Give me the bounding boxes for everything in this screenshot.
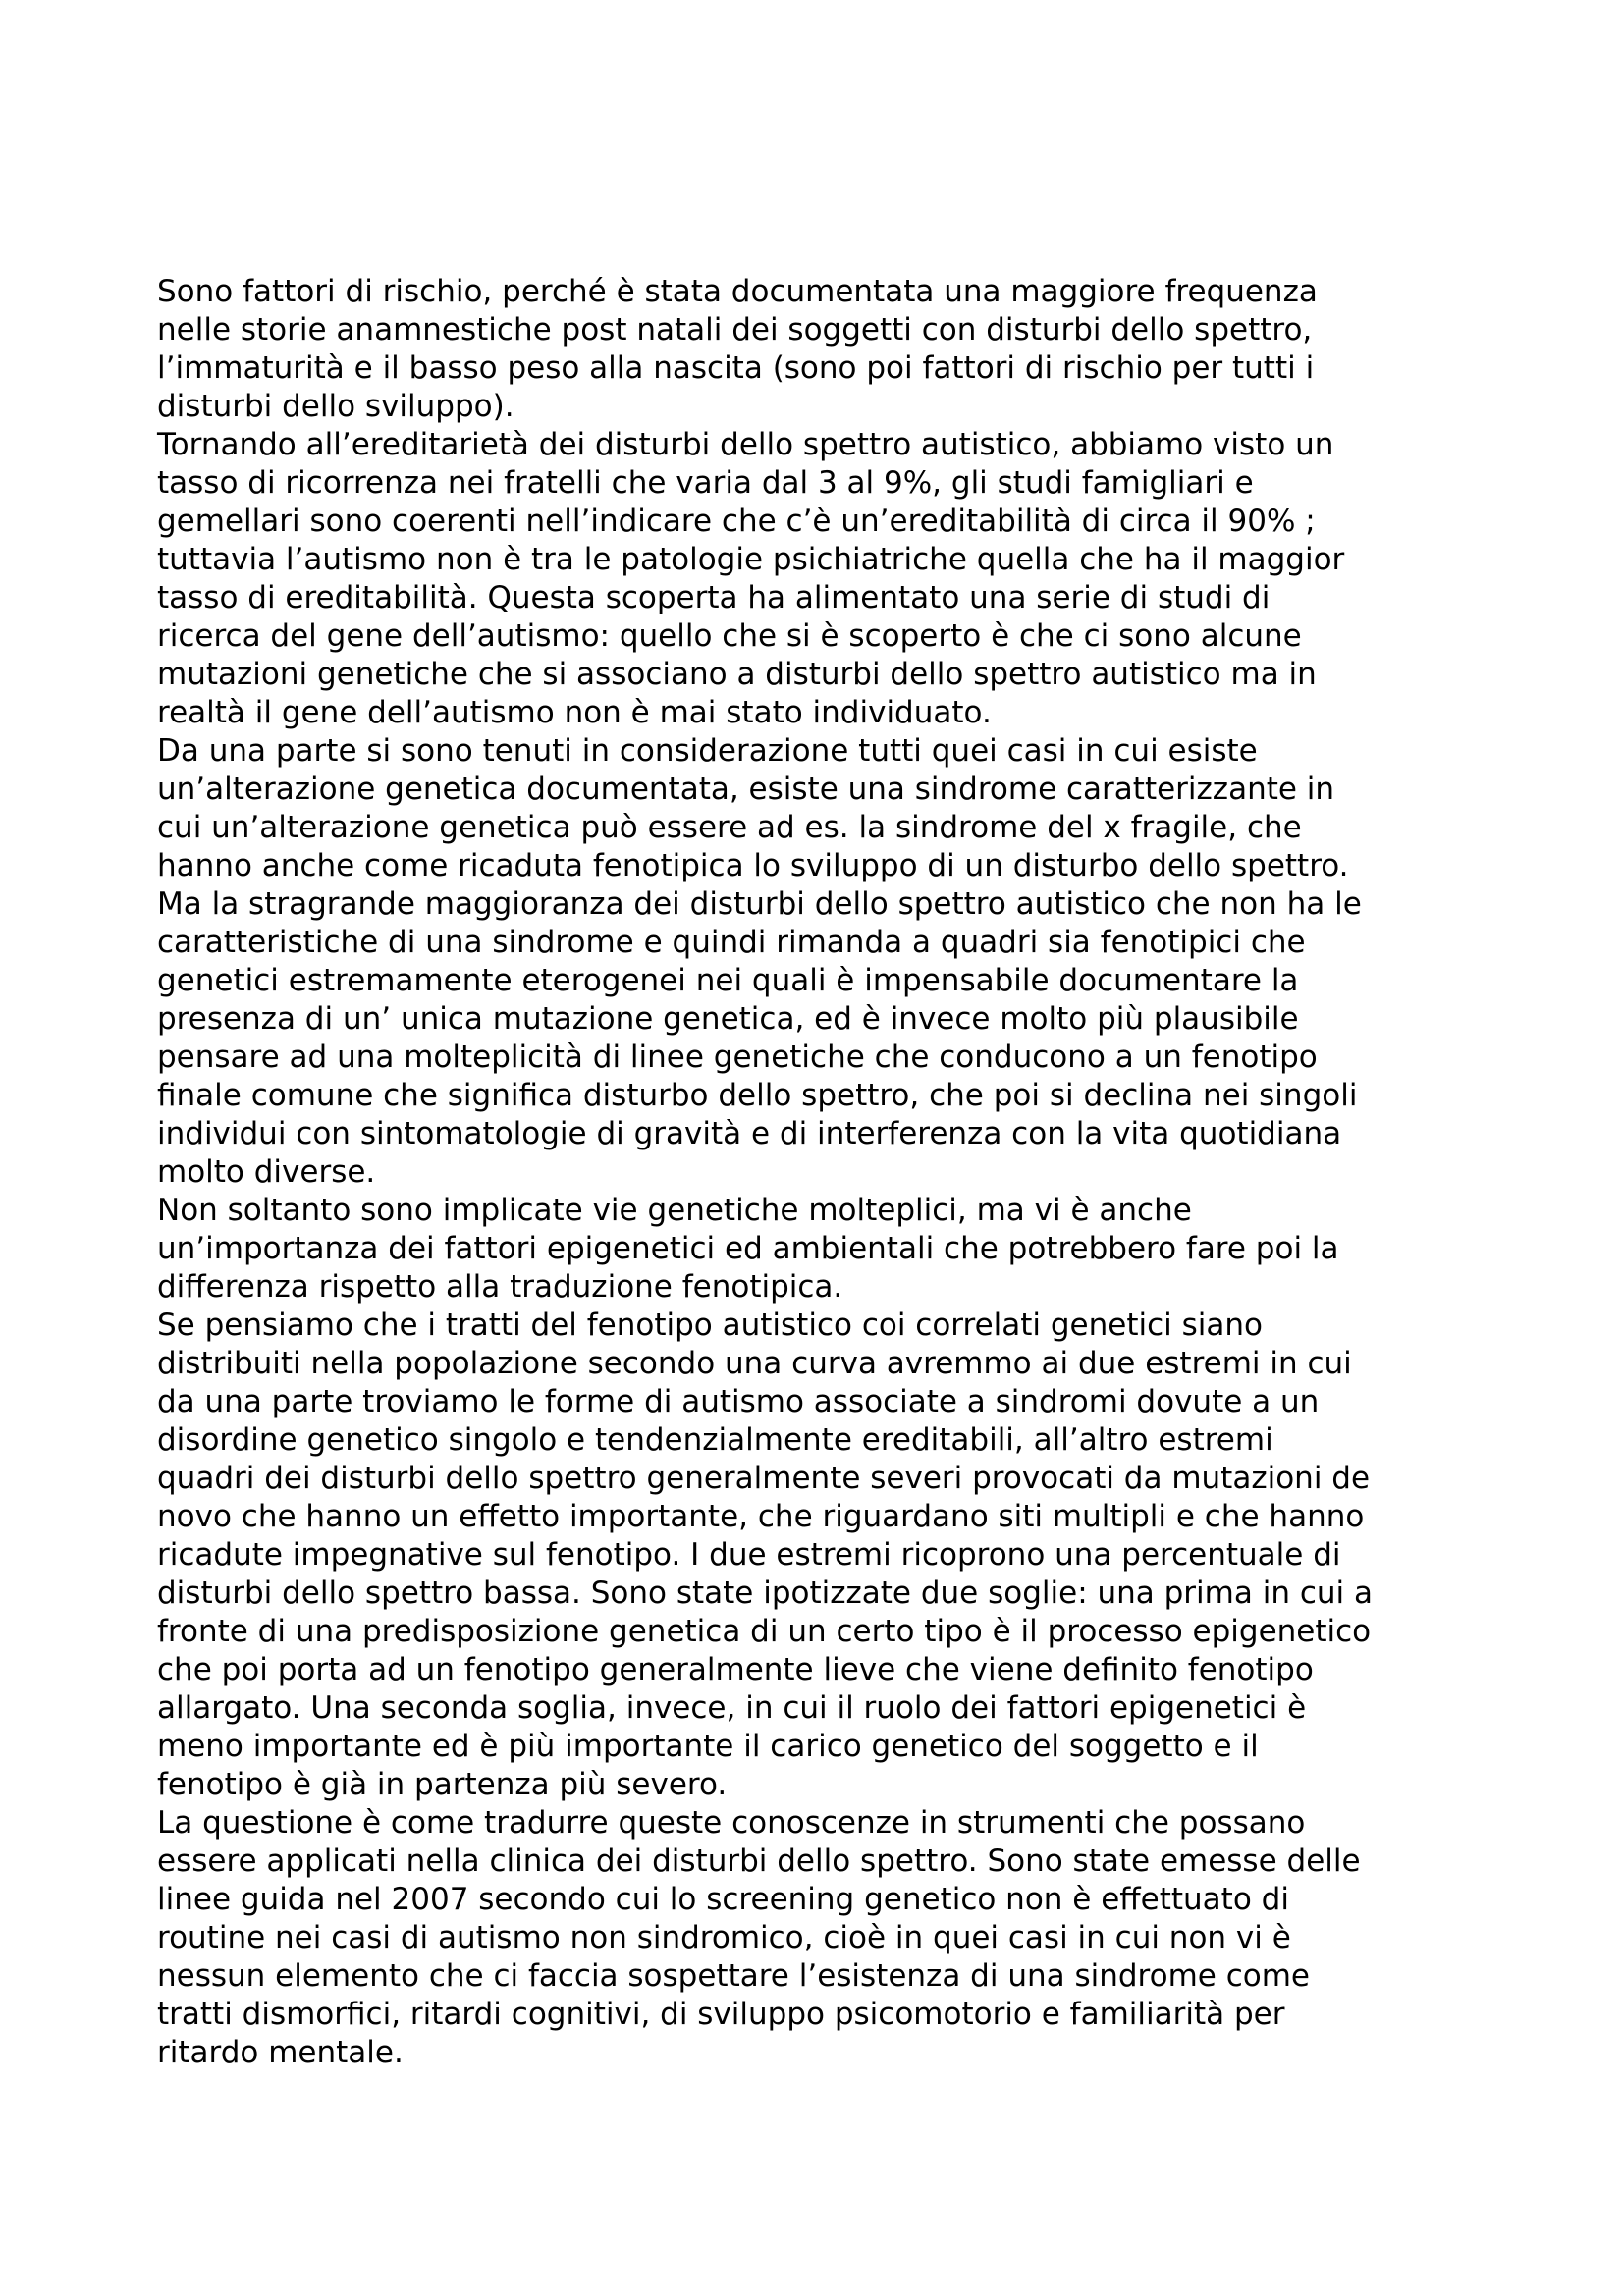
text-line: finale comune che significa disturbo dello spettro, che poi si declina nei singoli <box>157 1078 1358 1113</box>
text-line: meno importante ed è più importante il carico genetico del soggetto e il <box>157 1729 1259 1764</box>
text-line: disordine genetico singolo e tendenzialmente ereditabili, all’altro estremi <box>157 1422 1273 1458</box>
text-line: Non soltanto sono implicate vie genetiche molteplici, ma vi è anche <box>157 1193 1192 1228</box>
text-line: Ma la stragrande maggioranza dei disturbi dello spettro autistico che non ha le <box>157 886 1362 922</box>
text-line: cui un’alterazione genetica può essere ad es. la sindrome del x fragile, che <box>157 810 1302 845</box>
text-line: tratti dismorfici, ritardi cognitivi, di sviluppo psicomotorio e familiarità per <box>157 1997 1285 2032</box>
text-line: differenza rispetto alla traduzione fenotipica. <box>157 1269 843 1305</box>
text-line: l’immaturità e il basso peso alla nascita (sono poi fattori di rischio per tutti i <box>157 350 1315 386</box>
text-line: pensare ad una molteplicità di linee genetiche che conducono a un fenotipo <box>157 1040 1318 1075</box>
text-line: disturbi dello spettro bassa. Sono state ipotizzate due soglie: una prima in cui a <box>157 1575 1373 1611</box>
text-line: routine nei casi di autismo non sindromico, cioè in quei casi in cui non vi è <box>157 1920 1291 1955</box>
text-line: ritardo mentale. <box>157 2035 404 2070</box>
text-line: nessun elemento che ci faccia sospettare l’esistenza di una sindrome come <box>157 1958 1310 1994</box>
text-line: allargato. Una seconda soglia, invece, in cui il ruolo dei fattori epigenetici è <box>157 1690 1307 1726</box>
text-line: mutazioni genetiche che si associano a disturbi dello spettro autistico ma in <box>157 657 1317 692</box>
text-line: novo che hanno un effetto importante, che riguardano siti multipli e che hanno <box>157 1499 1365 1534</box>
text-line: linee guida nel 2007 secondo cui lo screening genetico non è effettuato di <box>157 1882 1289 1917</box>
text-line: Se pensiamo che i tratti del fenotipo autistico coi correlati genetici siano <box>157 1308 1263 1343</box>
text-line: che poi porta ad un fenotipo generalmente lieve che viene definito fenotipo <box>157 1652 1314 1687</box>
text-line: molto diverse. <box>157 1154 376 1190</box>
text-line: un’alterazione genetica documentata, esiste una sindrome caratterizzante in <box>157 772 1335 807</box>
text-line: quadri dei disturbi dello spettro generalmente severi provocati da mutazioni de <box>157 1461 1371 1496</box>
text-line: distribuiti nella popolazione secondo una curva avremmo ai due estremi in cui <box>157 1346 1352 1381</box>
text-line: La questione è come tradurre queste conoscenze in strumenti che possano <box>157 1805 1306 1841</box>
text-line: nelle storie anamnestiche post natali dei soggetti con disturbi dello spettro, <box>157 312 1313 347</box>
text-line: ricerca del gene dell’autismo: quello che si è scoperto è che ci sono alcune <box>157 618 1302 654</box>
text-line: gemellari sono coerenti nell’indicare che c’è un’ereditabilità di circa il 90% ; <box>157 504 1316 539</box>
text-line: da una parte troviamo le forme di autismo associate a sindromi dovute a un <box>157 1384 1320 1419</box>
text-line: un’importanza dei fattori epigenetici ed ambientali che potrebbero fare poi la <box>157 1231 1339 1266</box>
text-line: individui con sintomatologie di gravità e di interferenza con la vita quotidiana <box>157 1116 1342 1151</box>
text-line: Da una parte si sono tenuti in considerazione tutti quei casi in cui esiste <box>157 733 1258 769</box>
text-line: essere applicati nella clinica dei disturbi dello spettro. Sono state emesse delle <box>157 1843 1361 1879</box>
text-line: presenza di un’ unica mutazione genetica, ed è invece molto più plausibile <box>157 1001 1299 1037</box>
text-line: caratteristiche di una sindrome e quindi rimanda a quadri sia fenotipici che <box>157 925 1306 960</box>
body-text <box>157 273 1532 2072</box>
text-line: tasso di ricorrenza nei fratelli che varia dal 3 al 9%, gli studi famigliari e <box>157 465 1254 501</box>
text-line: tasso di ereditabilità. Questa scoperta ha alimentato una serie di studi di <box>157 580 1271 615</box>
text-line: Sono fattori di rischio, perché è stata documentata una maggiore frequenza <box>157 274 1318 309</box>
text-line: genetici estremamente eterogenei nei quali è impensabile documentare la <box>157 963 1299 998</box>
text-line: disturbi dello sviluppo). <box>157 389 514 424</box>
text-line: tuttavia l’autismo non è tra le patologie psichiatriche quella che ha il maggior <box>157 542 1345 577</box>
text-line: realtà il gene dell’autismo non è mai stato individuato. <box>157 695 992 730</box>
text-line: fronte di una predisposizione genetica di un certo tipo è il processo epigenetico <box>157 1614 1372 1649</box>
text-line: hanno anche come ricaduta fenotipica lo sviluppo di un disturbo dello spettro. <box>157 848 1349 883</box>
text-line: Tornando all’ereditarietà dei disturbi dello spettro autistico, abbiamo visto un <box>157 427 1334 462</box>
text-line: ricadute impegnative sul fenotipo. I due estremi ricoprono una percentuale di <box>157 1537 1341 1573</box>
text-line: fenotipo è già in partenza più severo. <box>157 1767 728 1802</box>
